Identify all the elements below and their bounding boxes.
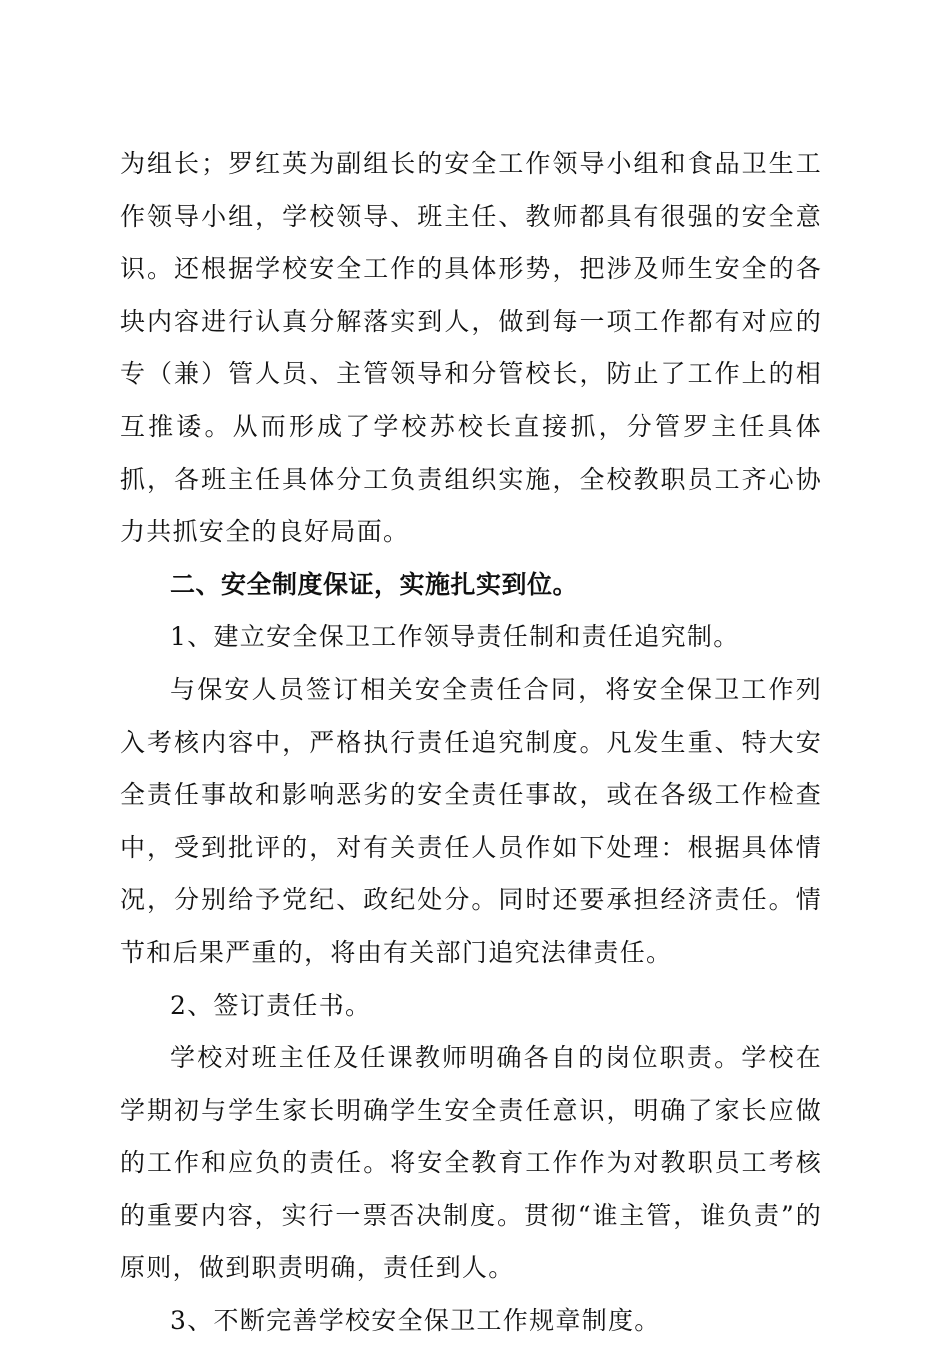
subheading-responsibility-system: 1、建立安全保卫工作领导责任制和责任追究制。 xyxy=(170,622,740,652)
paragraph-leading-groups: 为组长；罗红英为副组长的安全工作领导小组和食品卫生工作领导小组，学校领导、班主任、教师都具有很强的安全意识。还根据学校安全工作的具体形势，把涉及师生安全的各块内容进行认真分解落实到人，做到每一项工作都有对应的专（兼）管人员、主管领导和分管校长，防止了工作上的相互推诿。从而形成了学校苏校长直接抓，分管罗主任具体抓，各班主任具体分工负责组织实施，全校教职员工齐心协力共抓安全的良好局面。 xyxy=(120,149,822,547)
paragraph-security-contracts: 与保安人员签订相关安全责任合同，将安全保卫工作列入考核内容中，严格执行责任追究制度。凡发生重、特大安全责任事故和影响恶劣的安全责任事故，或在各级工作检查中，受到批评的，对有关责任人员作如下处理：根据具体情况，分别给予党纪、政纪处分。同时还要承担经济责任。情节和后果严重的，将由有关部门追究法律责任。 xyxy=(120,674,822,967)
section-heading-safety-system: 二、安全制度保证，实施扎实到位。 xyxy=(170,569,579,599)
paragraph-teacher-duties: 学校对班主任及任课教师明确各自的岗位职责。学校在学期初与学生家长明确学生安全责任意识，明确了家长应做的工作和应负的责任。将安全教育工作作为对教职员工考核的重要内容，实行一票否决制度。贯彻“谁主管，谁负责”的原则，做到职责明确，责任到人。 xyxy=(120,1043,822,1283)
subheading-improve-rules: 3、不断完善学校安全保卫工作规章制度。 xyxy=(170,1306,661,1336)
subheading-sign-responsibility-letter: 2、签订责任书。 xyxy=(170,990,372,1020)
document-body xyxy=(120,138,822,1348)
